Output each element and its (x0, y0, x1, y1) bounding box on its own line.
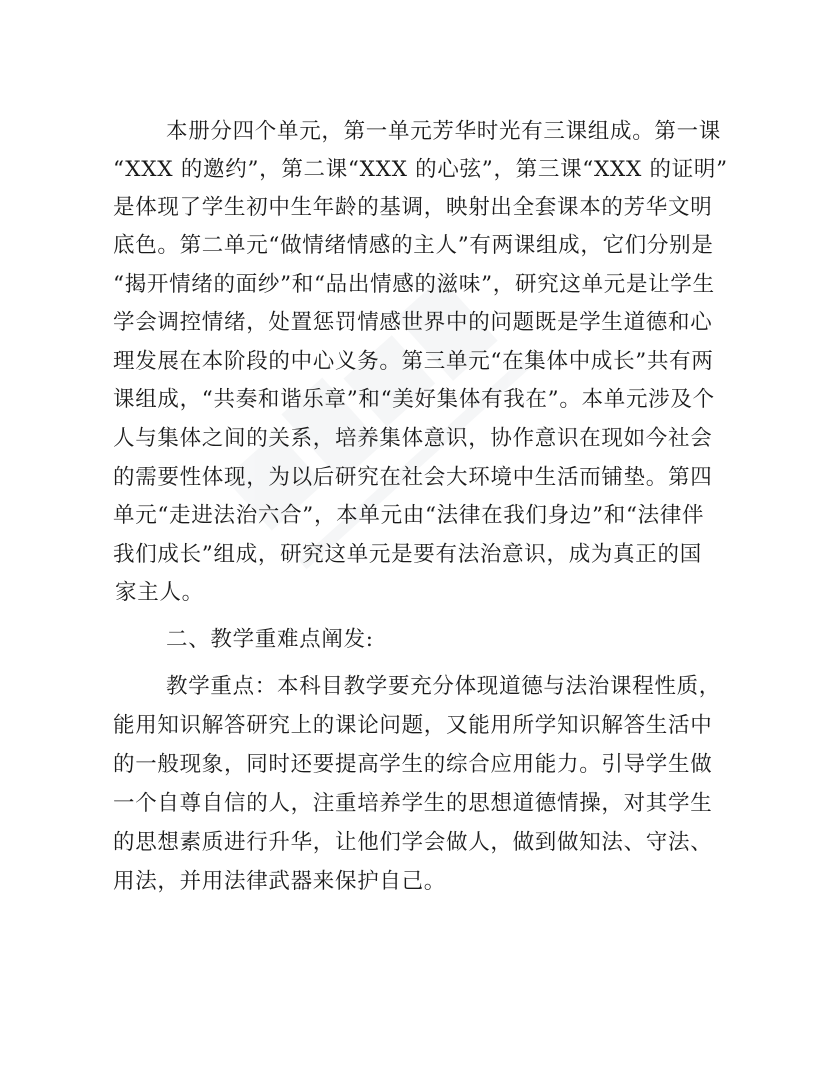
text-line-11: 单元“走进法治六合”，本单元由“法律在我们身边”和“法律伴 (113, 503, 705, 528)
text-line-19: 用法，并用法律武器来保护自己。 (113, 869, 447, 894)
text-line-16: 的一般现象，同时还要提高学生的综合应用能力。引导学生做 (113, 752, 713, 777)
text-line-14: 教学重点：本科目教学要充分体现道德与法治课程性质， (166, 674, 722, 699)
text-line-3: 是体现了学生初中生年龄的基调，映射出全套课本的芳华文明 (113, 195, 713, 220)
text-line-5: “揭开情绪的面纱”和“品出情感的滋味”，研究这单元是让学生 (113, 272, 715, 297)
text-line-2: “XXX 的邀约”，第二课“XXX 的心弦”，第三课“XXX 的证明” (113, 157, 728, 182)
text-line-10: 的需要性体现，为以后研究在社会大环境中生活而铺垫。第四 (113, 465, 713, 490)
section-heading: 二、教学重难点阐发: (166, 627, 374, 652)
text-line-6: 学会调控情绪，处置惩罚情感世界中的问题既是学生道德和心 (113, 310, 713, 335)
text-line-15: 能用知识解答研究上的课论问题，又能用所学知识解答生活中 (113, 713, 713, 738)
text-line-13: 家主人。 (115, 580, 204, 605)
text-line-1: 本册分四个单元，第一单元芳华时光有三课组成。第一课 (166, 119, 722, 144)
text-line-7: 理发展在本阶段的中心义务。第三单元“在集体中成长”共有两 (113, 349, 714, 374)
text-line-9: 人与集体之间的关系，培养集体意识，协作意识在现如今社会 (113, 426, 713, 451)
text-line-18: 的思想素质进行升华，让他们学会做人，做到做知法、守法、 (113, 830, 713, 855)
text-line-12: 我们成长”组成，研究这单元是要有法治意识，成为真正的国 (113, 542, 702, 567)
text-line-4: 底色。第二单元“做情绪情感的主人”有两课组成，它们分别是 (113, 233, 714, 258)
text-line-8: 课组成，“共奏和谐乐章”和“美好集体有我在”。本单元涉及个 (113, 387, 715, 412)
text-line-17: 一个自尊自信的人，注重培养学生的思想道德情操，对其学生 (113, 791, 713, 816)
